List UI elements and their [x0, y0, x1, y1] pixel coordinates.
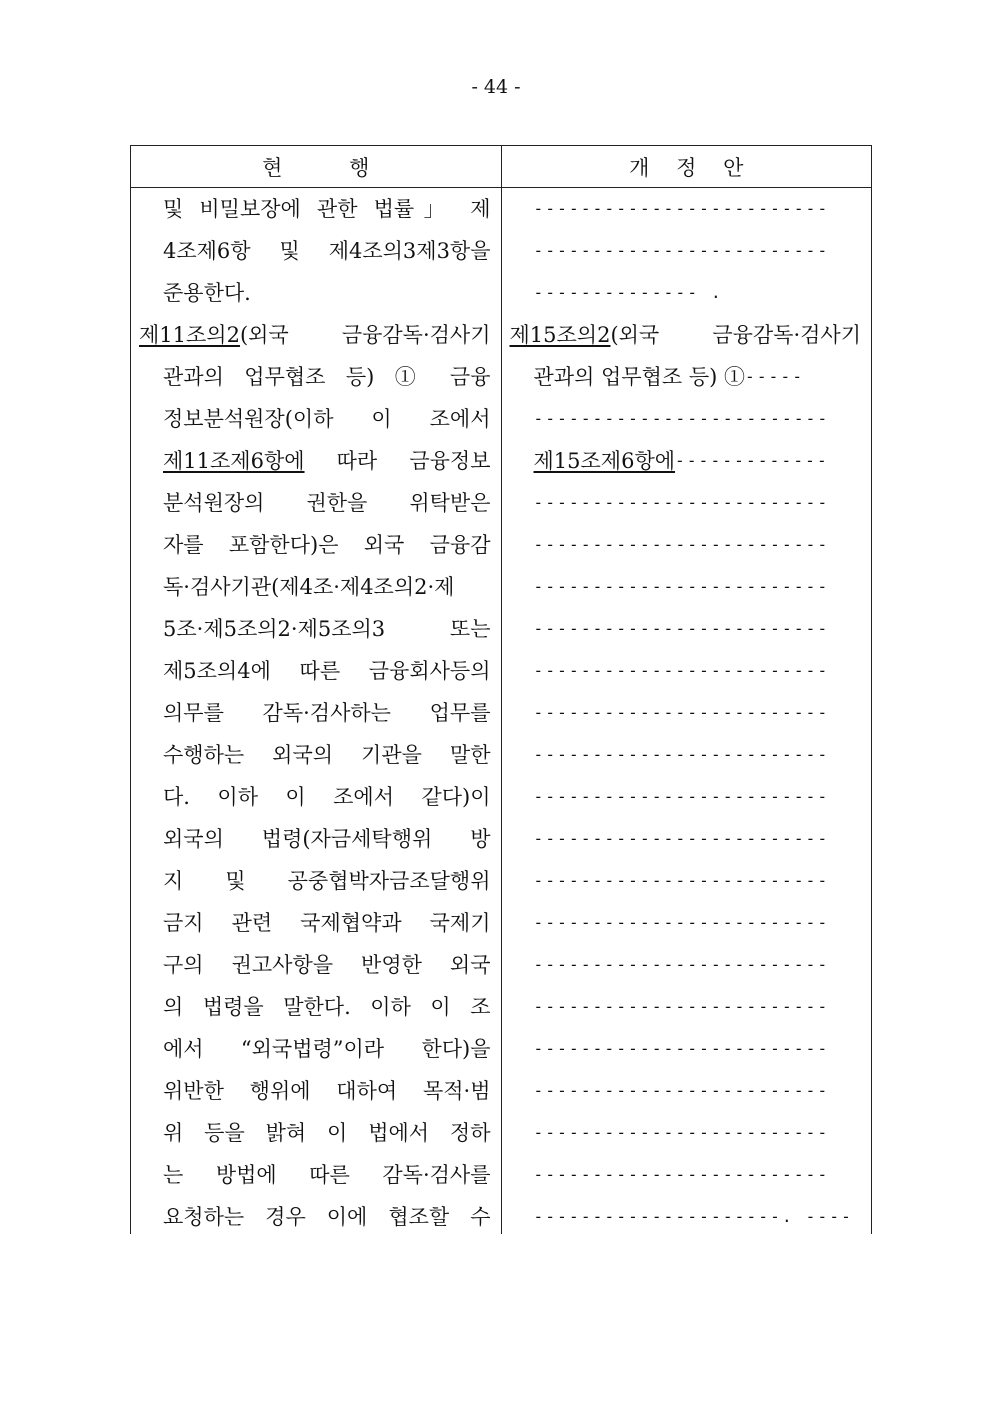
page-number: - 44 -: [471, 76, 521, 98]
current-line: [163, 524, 491, 566]
revision-line: [534, 272, 862, 314]
current-line: [163, 482, 491, 524]
unchanged-marker: -------------------------: [533, 1123, 830, 1142]
current-line: [163, 1154, 491, 1196]
line-text: 및 비밀보장에 관한 법률」 제: [163, 197, 491, 221]
line-text: 관과의 업무협조 등) ①: [533, 365, 746, 389]
revision-line: [534, 902, 862, 944]
line-text: 다. 이하 이 조에서 같다)이: [163, 785, 491, 809]
unchanged-marker: -------------------------: [533, 577, 830, 596]
revision-text-column: [502, 188, 873, 1234]
line-text: 구의 권고사항을 반영한 외국: [163, 953, 491, 977]
unchanged-marker: -------------------------: [533, 871, 830, 890]
unchanged-marker: -------------------------: [533, 745, 830, 764]
current-line: [163, 608, 491, 650]
current-line: [163, 1070, 491, 1112]
unchanged-marker: -------------------------: [533, 241, 830, 260]
revision-line: [534, 860, 862, 902]
header-revision: 개 정 안: [502, 146, 873, 187]
revision-line: [534, 944, 862, 986]
line-text: 수행하는 외국의 기관을 말한: [163, 743, 491, 767]
revision-line: [534, 482, 862, 524]
revision-line: [534, 986, 862, 1028]
revision-line: [510, 314, 862, 356]
unchanged-marker: -------------------------: [533, 199, 830, 218]
current-line: [163, 230, 491, 272]
line-text: 외국의 법령(자금세탁행위 방: [163, 827, 491, 851]
table-body: [130, 188, 872, 1234]
current-line: [163, 356, 491, 398]
revision-line: [534, 398, 862, 440]
current-line: [163, 188, 491, 230]
unchanged-marker: -------------------------: [533, 913, 830, 932]
current-text-column: [130, 188, 502, 1234]
revision-line: [534, 356, 862, 398]
unchanged-marker: -----: [745, 367, 805, 386]
unchanged-marker: -------------------------: [533, 955, 830, 974]
revision-line: [534, 818, 862, 860]
revision-line: [534, 524, 862, 566]
revision-line: [534, 1154, 862, 1196]
revision-line: [534, 1112, 862, 1154]
amended-reference: 제15조제6항에: [533, 449, 676, 473]
amended-reference: 제11조의2: [139, 323, 240, 347]
current-line: [163, 902, 491, 944]
line-text: 의 법령을 말한다. 이하 이 조: [163, 995, 491, 1019]
revision-line: [534, 692, 862, 734]
line-text: 위 등을 밝혀 이 법에서 정하: [163, 1121, 491, 1145]
current-line: [163, 398, 491, 440]
unchanged-marker: -------------------------: [533, 1081, 830, 1100]
revision-line: [534, 230, 862, 272]
line-text: 금지 관련 국제협약과 국제기: [163, 911, 491, 935]
current-line: [163, 944, 491, 986]
line-text: 5조·제5조의2·제5조의3 또는: [163, 617, 491, 641]
current-line: [163, 734, 491, 776]
line-text: 정보분석원장(이하 이 조에서: [163, 407, 491, 431]
unchanged-marker: -------------: [675, 451, 829, 470]
current-line: [163, 776, 491, 818]
current-line: [139, 314, 491, 356]
line-text: 제5조의4에 따른 금융회사등의: [163, 659, 491, 683]
amended-reference: 제11조제6항에: [163, 449, 305, 473]
line-text: 자를 포함한다)은 외국 금융감: [163, 533, 491, 557]
unchanged-marker: -------------------------: [533, 493, 830, 512]
current-line: [163, 1196, 491, 1238]
line-text: (외국 금융감독·검사기: [239, 323, 491, 347]
amended-reference: 제15조의2: [509, 323, 611, 347]
revision-line: [534, 776, 862, 818]
current-line: [163, 860, 491, 902]
revision-line: [534, 440, 862, 482]
unchanged-marker: -------------------------: [533, 1039, 830, 1058]
unchanged-marker: -------------------------: [533, 661, 830, 680]
revision-line: [534, 650, 862, 692]
line-text: 는 방법에 따른 감독·검사를: [163, 1163, 491, 1187]
line-text: 요청하는 경우 이에 협조할 수: [163, 1205, 491, 1229]
comparison-table: [130, 145, 872, 1234]
current-line: [163, 566, 491, 608]
current-line: [163, 692, 491, 734]
line-text: 분석원장의 권한을 위탁받은: [163, 491, 491, 515]
unchanged-marker: ---------------------. ----: [533, 1207, 853, 1226]
unchanged-marker: -------------------------: [533, 1165, 830, 1184]
line-text: 준용한다.: [163, 281, 251, 305]
unchanged-marker: -------------------------: [533, 787, 830, 806]
unchanged-marker: -------------------------: [533, 619, 830, 638]
current-line: [163, 986, 491, 1028]
line-text: 관과의 업무협조 등) ① 금융: [163, 365, 491, 389]
revision-line: [534, 1070, 862, 1112]
table-header: [130, 145, 872, 188]
unchanged-marker: -------------------------: [533, 829, 830, 848]
unchanged-marker: -------------------------: [533, 535, 830, 554]
unchanged-marker: -------------------------: [533, 997, 830, 1016]
line-text: 4조제6항 및 제4조의3제3항을: [163, 239, 491, 263]
unchanged-marker: -------------- .: [533, 283, 723, 302]
header-current: 현 행: [130, 146, 502, 187]
line-text: (외국 금융감독·검사기: [610, 323, 861, 347]
line-text: 지 및 공중협박자금조달행위: [163, 869, 491, 893]
current-line: [163, 818, 491, 860]
current-line: [163, 1028, 491, 1070]
revision-line: [534, 734, 862, 776]
line-text: 독·검사기관(제4조·제4조의2·제: [163, 575, 455, 599]
unchanged-marker: -------------------------: [533, 409, 830, 428]
revision-line: [534, 188, 862, 230]
unchanged-marker: -------------------------: [533, 703, 830, 722]
line-text: 의무를 감독·검사하는 업무를: [163, 701, 491, 725]
line-text: 따라 금융정보: [304, 449, 491, 473]
current-line: [163, 650, 491, 692]
current-line: [163, 1112, 491, 1154]
revision-line: [534, 1028, 862, 1070]
line-text: 위반한 행위에 대하여 목적·범: [163, 1079, 491, 1103]
current-line: [163, 440, 491, 482]
current-line: [163, 272, 491, 314]
line-text: 에서 “외국법령”이라 한다)을: [163, 1037, 491, 1061]
revision-line: [534, 1196, 862, 1238]
revision-line: [534, 566, 862, 608]
revision-line: [534, 608, 862, 650]
